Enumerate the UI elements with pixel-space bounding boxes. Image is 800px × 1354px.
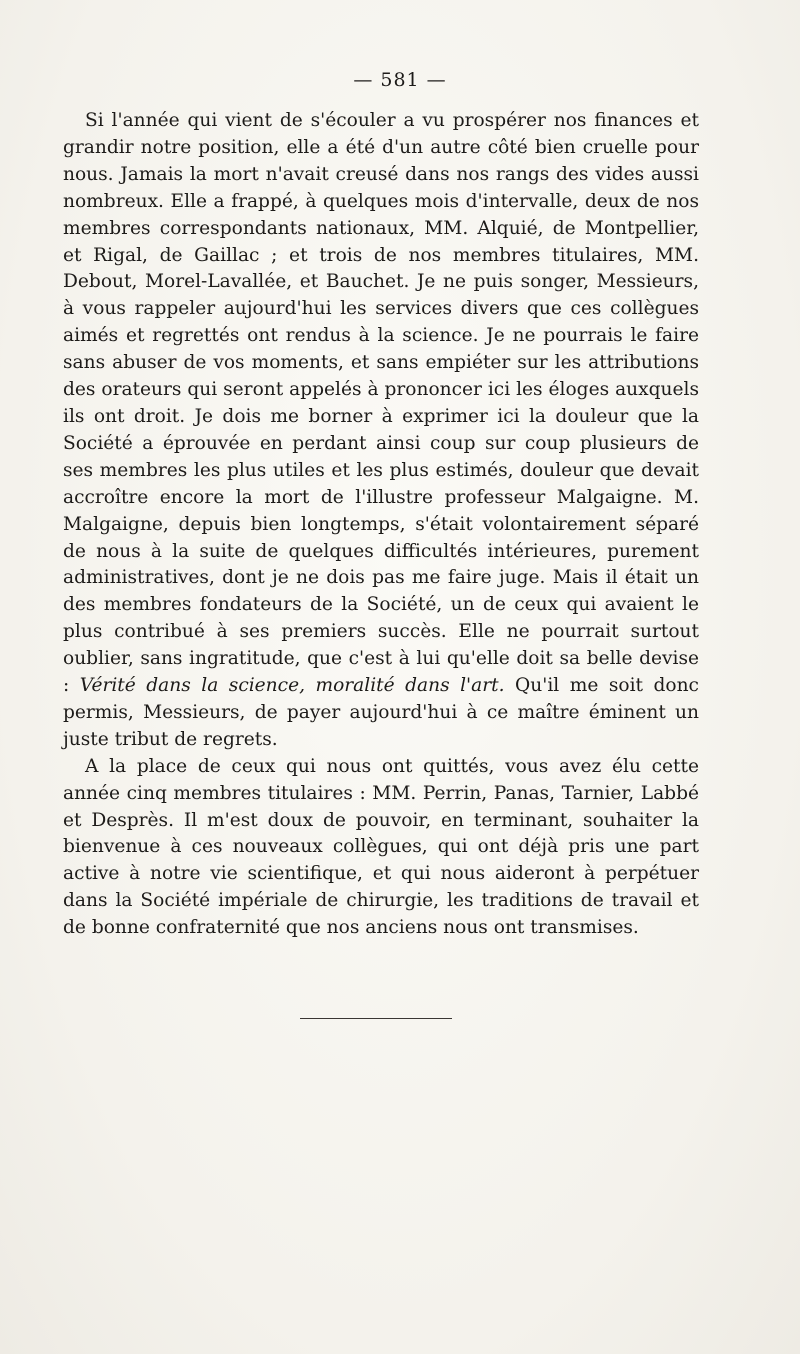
paragraph-1 [63, 108, 699, 754]
paragraph-1-text: Si l'année qui vient de s'écouler a vu prospérer nos finances et grandir notre position, elle a été d'un autre côté bien cruelle pour nous. Jamais la mort n'avait creusé dans nos rangs des vides aussi nombreux. Elle a frappé, à quelques mois d'intervalle, deux de nos membres correspondants nationaux, MM. Alquié, de Montpellier, et Rigal, de Gaillac ; et trois de nos membres titulaires, MM. Debout, Morel-Lavallée, et Bauchet. Je ne puis songer, Messieurs, à vous rappeler aujourd'hui les services divers que ces collègues aimés et regrettés ont rendus à la science. Je ne pourrais le faire sans abuser de vos moments, et sans empiéter sur les attributions des orateurs qui seront appelés à prononcer ici les éloges auxquels ils ont droit. Je dois me borner à exprimer ici la douleur que la Société a éprouvée en perdant ainsi coup sur coup plusieurs de ses membres les plus utiles et les plus estimés, douleur que devait accroître encore la mort de l'illustre professeur Malgaigne. M. Malgaigne, depuis bien longtemps, s'était volontairement séparé de nous à la suite de quelques difficultés intérieures, purement administratives, dont je ne dois pas me faire juge. Mais il était un des membres fondateurs de la Société, un de ceux qui avaient le plus contribué à ses premiers succès. Elle ne pourrait surtout oublier, sans ingratitude, que c'est à lui qu'elle doit sa belle devise : [63, 110, 699, 697]
closing-rule [300, 1018, 452, 1019]
body-text [63, 108, 699, 942]
page-number: — 581 — [353, 69, 447, 91]
society-motto: Vérité dans la science, moralité dans l'art. [79, 675, 505, 697]
paragraph-2: A la place de ceux qui nous ont quittés, vous avez élu cette année cinq membres titulaires : MM. Perrin, Panas, Tarnier, Labbé et Desprès. Il m'est doux de pouvoir, en terminant, souhaiter la bienvenue à ces nouveaux collègues, qui ont déjà pris une part active à notre vie scientifique, et qui nous aideront à perpétuer dans la Société impériale de chirurgie, les traditions de travail et de bonne confraternité que nos anciens nous ont transmises. [63, 755, 699, 939]
paragraph-1-ending: Qu'il me soit donc permis, Messieurs, de payer aujourd'hui à ce maître éminent un juste tribut de regrets. [63, 675, 699, 750]
